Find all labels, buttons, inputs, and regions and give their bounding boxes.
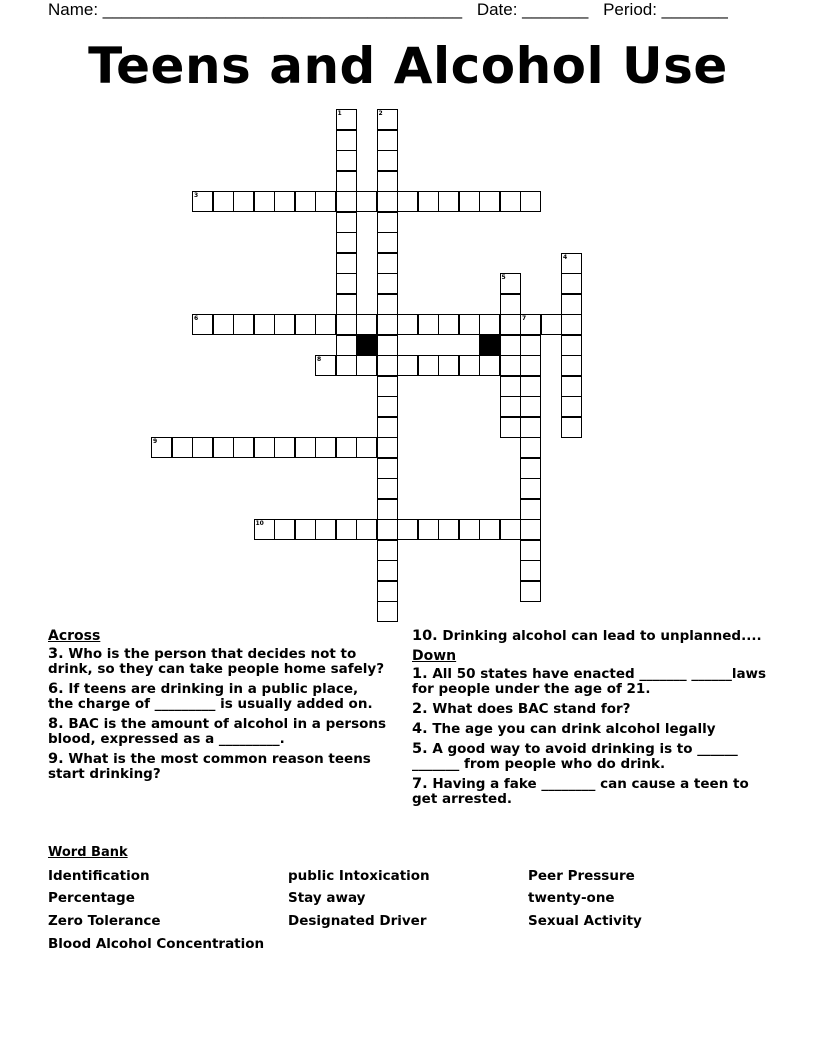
crossword-cell[interactable] bbox=[336, 519, 357, 540]
crossword-cell[interactable] bbox=[500, 396, 521, 417]
crossword-cell[interactable] bbox=[459, 519, 480, 540]
crossword-cell[interactable] bbox=[418, 314, 439, 335]
crossword-cell[interactable] bbox=[500, 376, 521, 397]
black-square bbox=[479, 335, 500, 356]
crossword-cell[interactable] bbox=[336, 212, 357, 233]
crossword-cell[interactable] bbox=[233, 314, 254, 335]
crossword-cell[interactable] bbox=[377, 191, 398, 212]
crossword-cell[interactable] bbox=[500, 294, 521, 315]
clue-number-7: 7 bbox=[522, 315, 527, 322]
word-bank-item: Zero Tolerance bbox=[48, 913, 161, 929]
date-field-label: Date: _______ bbox=[476, 0, 589, 19]
crossword-cell[interactable] bbox=[438, 519, 459, 540]
crossword-cell[interactable] bbox=[274, 519, 295, 540]
crossword-cell[interactable] bbox=[356, 355, 377, 376]
crossword-cell[interactable] bbox=[336, 150, 357, 171]
crossword-cell[interactable] bbox=[438, 314, 459, 335]
crossword-cell[interactable] bbox=[561, 273, 582, 294]
down-clues bbox=[412, 629, 772, 812]
clue-number-4: 4 bbox=[563, 253, 568, 261]
crossword-cell[interactable] bbox=[500, 335, 521, 356]
crossword-cell[interactable] bbox=[356, 191, 377, 212]
word-bank-item: Stay away bbox=[288, 890, 366, 906]
crossword-cell[interactable] bbox=[479, 314, 500, 335]
crossword-cell[interactable] bbox=[213, 314, 234, 335]
clue-across-9: 9. What is the most common reason teens start drinking? bbox=[48, 751, 371, 782]
crossword-cell[interactable] bbox=[336, 171, 357, 192]
crossword-cell[interactable] bbox=[459, 314, 480, 335]
word-bank-heading: Word Bank bbox=[48, 845, 128, 860]
clue-number-6: 6 bbox=[194, 315, 199, 322]
crossword-cell[interactable] bbox=[520, 355, 541, 376]
crossword-cell[interactable] bbox=[520, 335, 541, 356]
clue-down-2: 2. What does BAC stand for? bbox=[412, 701, 631, 717]
name-field-label: Name: ______________________________________ bbox=[48, 0, 463, 19]
crossword-cell[interactable] bbox=[397, 519, 418, 540]
clue-down-7: 7. Having a fake ________ can cause a teen to get arrested. bbox=[412, 776, 749, 807]
crossword-cell[interactable] bbox=[500, 314, 521, 335]
crossword-cell[interactable] bbox=[377, 273, 398, 294]
crossword-cell[interactable] bbox=[336, 294, 357, 315]
crossword-cell[interactable] bbox=[336, 273, 357, 294]
crossword-cell[interactable] bbox=[520, 437, 541, 458]
crossword-cell[interactable] bbox=[377, 478, 398, 499]
crossword-cell[interactable] bbox=[254, 437, 275, 458]
word-bank-item: Designated Driver bbox=[288, 913, 427, 929]
crossword-cell[interactable] bbox=[520, 540, 541, 561]
crossword-cell[interactable] bbox=[377, 130, 398, 151]
crossword-cell[interactable] bbox=[459, 355, 480, 376]
crossword-cell[interactable] bbox=[520, 478, 541, 499]
crossword-cell[interactable] bbox=[336, 437, 357, 458]
clue-number-5: 5 bbox=[501, 274, 506, 281]
crossword-cell[interactable] bbox=[377, 601, 398, 622]
crossword-cell[interactable] bbox=[336, 232, 357, 253]
crossword-cell[interactable] bbox=[479, 191, 500, 212]
crossword-cell[interactable] bbox=[356, 314, 377, 335]
crossword-cell[interactable] bbox=[561, 396, 582, 417]
clue-across-6: 6. If teens are drinking in a public place, the charge of _________ is usually added on. bbox=[48, 681, 373, 712]
down-heading: Down bbox=[412, 648, 457, 664]
crossword-cell[interactable] bbox=[377, 417, 398, 438]
crossword-cell[interactable] bbox=[520, 417, 541, 438]
crossword-cell[interactable] bbox=[520, 396, 541, 417]
word-bank-item: Blood Alcohol Concentration bbox=[48, 936, 265, 952]
across-clues bbox=[48, 629, 388, 787]
crossword-cell[interactable] bbox=[295, 437, 316, 458]
crossword-cell[interactable] bbox=[561, 314, 582, 335]
crossword-cell[interactable] bbox=[561, 355, 582, 376]
crossword-cell[interactable] bbox=[520, 581, 541, 602]
clue-down-5: 5. A good way to avoid drinking is to ______ _______ from people who do drink. bbox=[412, 741, 738, 772]
crossword-cell[interactable] bbox=[377, 540, 398, 561]
crossword-cell[interactable] bbox=[274, 191, 295, 212]
clue-across-3: 3. Who is the person that decides not to drink, so they can take people home safely? bbox=[48, 646, 385, 677]
clue-number-9: 9 bbox=[153, 438, 158, 445]
word-bank-item: Peer Pressure bbox=[528, 868, 635, 884]
word-bank-item: Percentage bbox=[48, 890, 135, 906]
crossword-cell[interactable] bbox=[479, 355, 500, 376]
crossword-cell[interactable] bbox=[377, 560, 398, 581]
crossword-cell[interactable] bbox=[418, 519, 439, 540]
crossword-cell[interactable] bbox=[520, 191, 541, 212]
crossword-cell[interactable] bbox=[377, 458, 398, 479]
crossword-cell[interactable] bbox=[274, 437, 295, 458]
crossword-cell[interactable] bbox=[213, 437, 234, 458]
clue-down-4: 4. The age you can drink alcohol legally bbox=[412, 721, 716, 737]
across-heading: Across bbox=[48, 628, 101, 644]
crossword-cell[interactable] bbox=[377, 335, 398, 356]
crossword-cell[interactable] bbox=[356, 437, 377, 458]
crossword-cell[interactable] bbox=[377, 212, 398, 233]
crossword-cell[interactable] bbox=[561, 335, 582, 356]
crossword-cell[interactable] bbox=[377, 232, 398, 253]
crossword-cell[interactable] bbox=[561, 376, 582, 397]
crossword-cell[interactable] bbox=[377, 396, 398, 417]
crossword-cell[interactable] bbox=[377, 314, 398, 335]
crossword-cell[interactable] bbox=[438, 191, 459, 212]
crossword-cell[interactable] bbox=[295, 314, 316, 335]
crossword-cell[interactable] bbox=[192, 437, 213, 458]
crossword-cell[interactable] bbox=[520, 376, 541, 397]
crossword-cell[interactable] bbox=[315, 314, 336, 335]
crossword-cell[interactable] bbox=[336, 335, 357, 356]
crossword-cell[interactable] bbox=[377, 581, 398, 602]
clue-across-10: 10. Drinking alcohol can lead to unplanned.... bbox=[412, 628, 762, 644]
crossword-cell[interactable] bbox=[377, 376, 398, 397]
clue-number-1: 1 bbox=[337, 110, 342, 117]
crossword-cell[interactable] bbox=[397, 314, 418, 335]
crossword-cell[interactable] bbox=[377, 294, 398, 315]
clue-number-10: 10 bbox=[255, 520, 264, 527]
crossword-cell[interactable] bbox=[377, 499, 398, 520]
crossword-cell[interactable] bbox=[459, 191, 480, 212]
crossword-cell[interactable] bbox=[336, 355, 357, 376]
crossword-cell[interactable] bbox=[233, 437, 254, 458]
clue-across-8: 8. BAC is the amount of alcohol in a persons blood, expressed as a _________. bbox=[48, 716, 387, 747]
crossword-cell[interactable] bbox=[500, 191, 521, 212]
crossword-cell[interactable] bbox=[541, 314, 562, 335]
crossword-cell[interactable] bbox=[356, 519, 377, 540]
crossword-cell[interactable] bbox=[500, 417, 521, 438]
clue-number-2: 2 bbox=[378, 110, 383, 117]
word-bank-item: Sexual Activity bbox=[528, 913, 642, 929]
word-bank-item: Identification bbox=[48, 868, 150, 884]
crossword-cell[interactable] bbox=[377, 171, 398, 192]
crossword-cell[interactable] bbox=[377, 519, 398, 540]
clue-number-3: 3 bbox=[194, 192, 199, 199]
period-field-label: Period: _______ bbox=[603, 0, 728, 19]
word-bank-item: twenty-one bbox=[528, 890, 615, 906]
crossword-cell[interactable] bbox=[418, 191, 439, 212]
clue-number-8: 8 bbox=[317, 356, 322, 363]
page-title: Teens and Alcohol Use bbox=[88, 37, 728, 95]
black-square bbox=[356, 335, 377, 356]
crossword-cell[interactable] bbox=[213, 191, 234, 212]
crossword-cell[interactable] bbox=[336, 191, 357, 212]
crossword-cell[interactable] bbox=[315, 191, 336, 212]
crossword-cell[interactable] bbox=[520, 560, 541, 581]
crossword-cell[interactable] bbox=[500, 355, 521, 376]
crossword-cell[interactable] bbox=[479, 519, 500, 540]
crossword-cell[interactable] bbox=[377, 253, 398, 274]
crossword-cell[interactable] bbox=[274, 314, 295, 335]
clue-down-1: 1. All 50 states have enacted _______ ______laws for people under the age of 21. bbox=[412, 666, 767, 697]
crossword-cell[interactable] bbox=[233, 191, 254, 212]
crossword-cell[interactable] bbox=[336, 253, 357, 274]
crossword-cell[interactable] bbox=[377, 437, 398, 458]
crossword-cell[interactable] bbox=[520, 499, 541, 520]
crossword-cell[interactable] bbox=[561, 294, 582, 315]
crossword-cell[interactable] bbox=[377, 150, 398, 171]
crossword-cell[interactable] bbox=[295, 519, 316, 540]
crossword-cell[interactable] bbox=[172, 437, 193, 458]
crossword-cell[interactable] bbox=[254, 314, 275, 335]
crossword-cell[interactable] bbox=[520, 458, 541, 479]
crossword-cell[interactable] bbox=[561, 417, 582, 438]
crossword-cell[interactable] bbox=[336, 130, 357, 151]
word-bank-item: public Intoxication bbox=[288, 868, 430, 884]
crossword-cell[interactable] bbox=[295, 191, 316, 212]
crossword-cell[interactable] bbox=[520, 519, 541, 540]
crossword-cell[interactable] bbox=[500, 519, 521, 540]
crossword-cell[interactable] bbox=[377, 355, 398, 376]
crossword-cell[interactable] bbox=[336, 314, 357, 335]
crossword-cell[interactable] bbox=[315, 437, 336, 458]
crossword-cell[interactable] bbox=[438, 355, 459, 376]
crossword-cell[interactable] bbox=[254, 191, 275, 212]
crossword-cell[interactable] bbox=[397, 191, 418, 212]
crossword-cell[interactable] bbox=[397, 355, 418, 376]
crossword-cell[interactable] bbox=[315, 519, 336, 540]
crossword-cell[interactable] bbox=[418, 355, 439, 376]
